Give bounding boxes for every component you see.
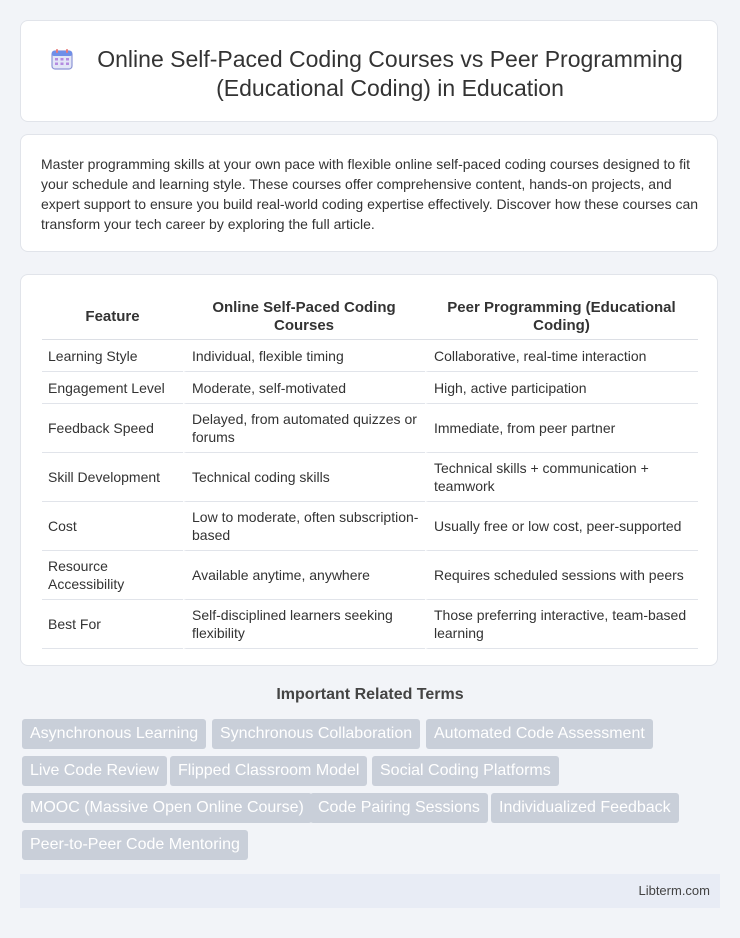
- table-row: [42, 404, 698, 453]
- row-feature: Best For: [42, 600, 183, 649]
- footer-site-link[interactable]: Libterm.com: [638, 883, 710, 898]
- table-row: [42, 502, 698, 551]
- row-self-paced: Technical coding skills: [183, 453, 425, 502]
- term-chip[interactable]: Flipped Classroom Model: [170, 756, 367, 786]
- calendar-icon: [51, 48, 73, 70]
- row-peer: Collaborative, real-time interaction: [425, 340, 698, 372]
- intro-paragraph: Master programming skills at your own pace with flexible online self-paced coding courses designed to fit your schedule and learning style. These courses offer comprehensive content, hands-on projects, and expert support to ensure you build real-world coding expertise effectively. Discover how these courses can transform your tech career by exploring the full article.: [41, 156, 699, 232]
- table-row: [42, 340, 698, 372]
- term-chip[interactable]: Live Code Review: [22, 756, 167, 786]
- term-chip[interactable]: Social Coding Platforms: [372, 756, 559, 786]
- table-row: [42, 600, 698, 649]
- title-card: [20, 20, 718, 122]
- row-self-paced: Moderate, self-motivated: [183, 372, 425, 404]
- term-chip[interactable]: Peer-to-Peer Code Mentoring: [22, 830, 248, 860]
- page-title: Online Self-Paced Coding Courses vs Peer Programming (Educational Coding) in Education: [97, 46, 683, 101]
- header-peer-programming: Peer Programming (Educational Coding): [425, 295, 698, 340]
- row-self-paced: Self-disciplined learners seeking flexibility: [183, 600, 425, 649]
- row-feature: Feedback Speed: [42, 404, 183, 453]
- row-peer: High, active participation: [425, 372, 698, 404]
- row-peer: Technical skills + communication + teamwork: [425, 453, 698, 502]
- row-feature: Cost: [42, 502, 183, 551]
- comparison-card: [20, 274, 718, 666]
- header-feature: Feature: [42, 295, 183, 340]
- header-self-paced: Online Self-Paced Coding Courses: [183, 295, 425, 340]
- row-peer: Usually free or low cost, peer-supported: [425, 502, 698, 551]
- row-self-paced: Available anytime, anywhere: [183, 551, 425, 600]
- row-feature: Learning Style: [42, 340, 183, 372]
- row-peer: Immediate, from peer partner: [425, 404, 698, 453]
- row-self-paced: Low to moderate, often subscription-based: [183, 502, 425, 551]
- table-row: [42, 551, 698, 600]
- term-chip[interactable]: Code Pairing Sessions: [310, 793, 488, 823]
- row-peer: Requires scheduled sessions with peers: [425, 551, 698, 600]
- term-chip[interactable]: Individualized Feedback: [491, 793, 679, 823]
- intro-card: [20, 134, 718, 252]
- term-chip[interactable]: Asynchronous Learning: [22, 719, 206, 749]
- row-peer: Those preferring interactive, team-based learning: [425, 600, 698, 649]
- table-header-row: [42, 295, 698, 340]
- row-feature: Engagement Level: [42, 372, 183, 404]
- table-row: [42, 372, 698, 404]
- related-terms-heading: Important Related Terms: [276, 686, 464, 703]
- term-chip[interactable]: MOOC (Massive Open Online Course): [22, 793, 312, 823]
- table-row: [42, 453, 698, 502]
- comparison-table: [42, 295, 698, 649]
- row-self-paced: Delayed, from automated quizzes or forums: [183, 404, 425, 453]
- footer: [20, 874, 720, 908]
- row-self-paced: Individual, flexible timing: [183, 340, 425, 372]
- term-chip[interactable]: Synchronous Collaboration: [212, 719, 420, 749]
- term-chip[interactable]: Automated Code Assessment: [426, 719, 653, 749]
- row-feature: Skill Development: [42, 453, 183, 502]
- row-feature: Resource Accessibility: [42, 551, 183, 600]
